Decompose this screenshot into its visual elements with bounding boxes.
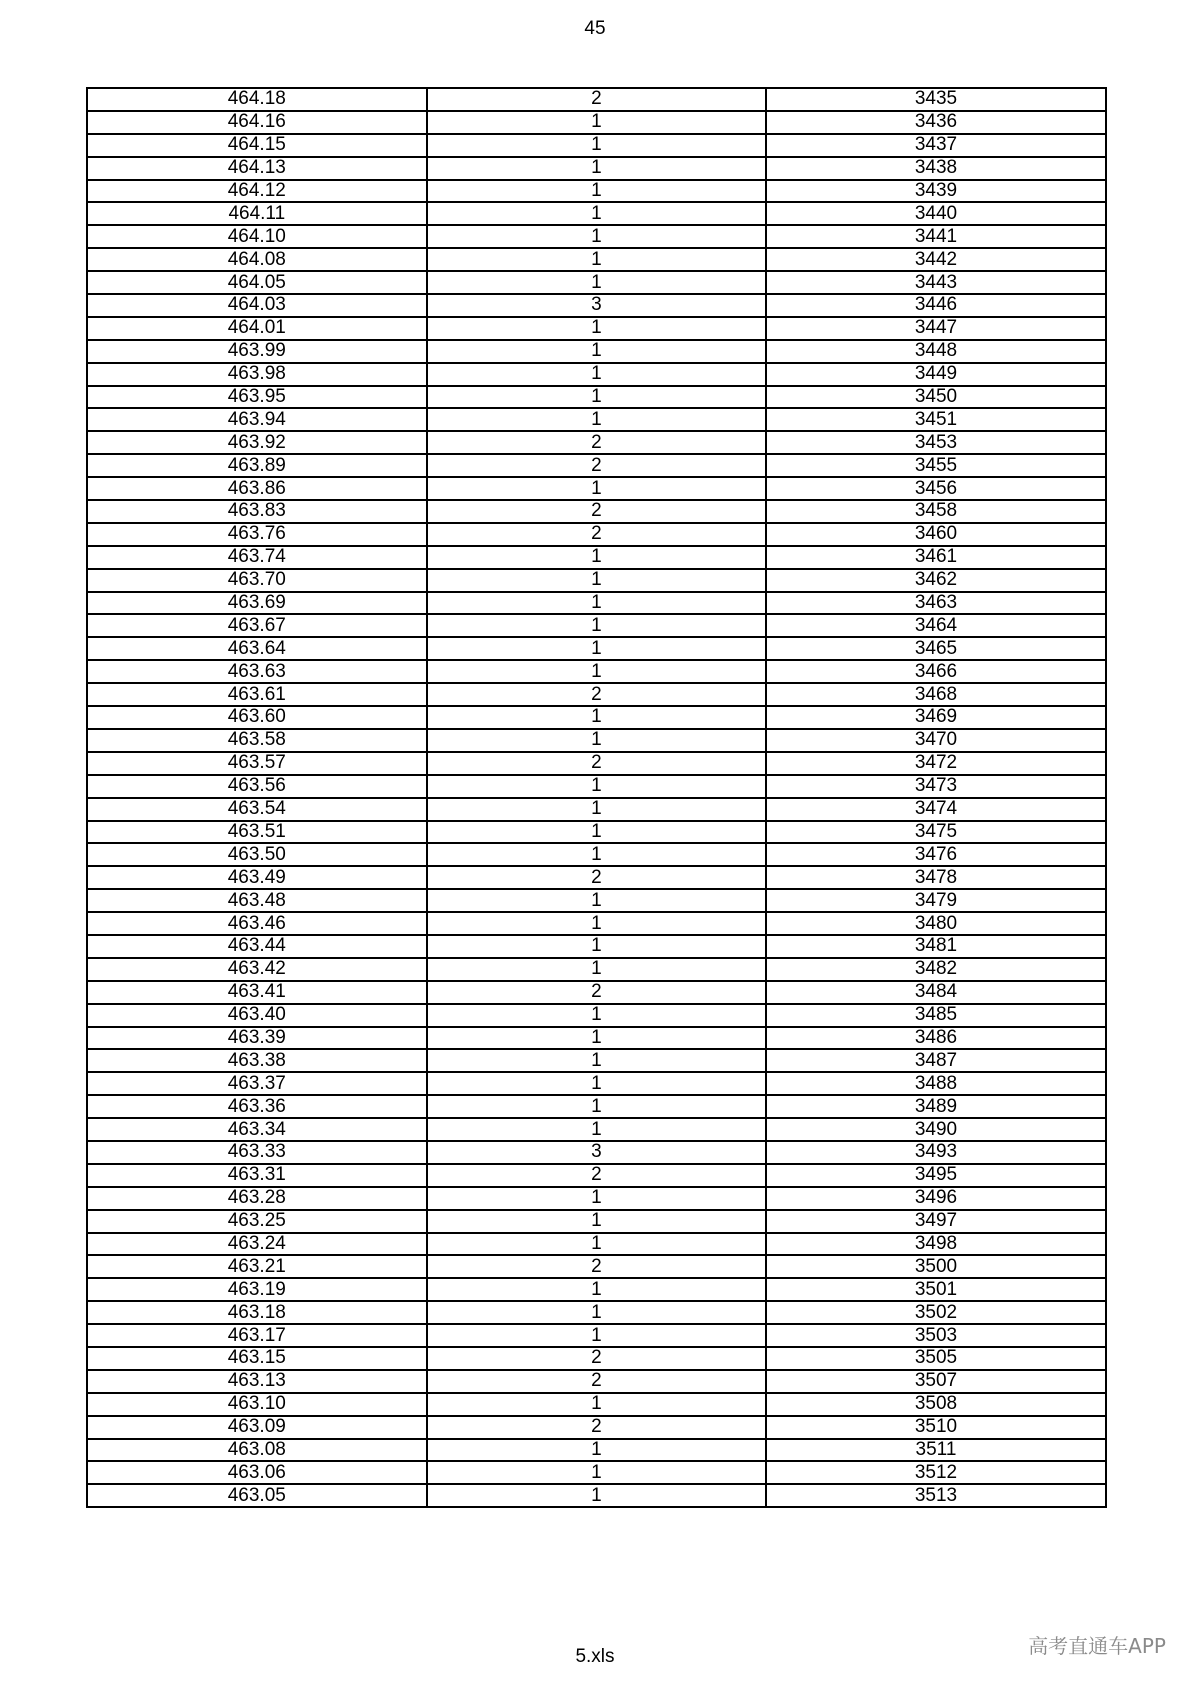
- table-row: [87, 1370, 1106, 1393]
- count-cell: 1: [427, 729, 767, 752]
- score-cell: 463.56: [87, 775, 427, 798]
- count-cell: 1: [427, 248, 767, 271]
- table-row: [87, 1141, 1106, 1164]
- cumulative-cell: 3487: [766, 1049, 1106, 1072]
- count-cell: 1: [427, 317, 767, 340]
- score-cell: 463.95: [87, 386, 427, 409]
- count-cell: 1: [427, 912, 767, 935]
- table-row: [87, 1439, 1106, 1462]
- count-cell: 1: [427, 1439, 767, 1462]
- count-cell: 1: [427, 1278, 767, 1301]
- cumulative-cell: 3497: [766, 1210, 1106, 1233]
- cumulative-cell: 3438: [766, 157, 1106, 180]
- count-cell: 1: [427, 935, 767, 958]
- cumulative-cell: 3446: [766, 294, 1106, 317]
- score-cell: 464.10: [87, 225, 427, 248]
- table-row: [87, 798, 1106, 821]
- cumulative-cell: 3476: [766, 843, 1106, 866]
- cumulative-cell: 3500: [766, 1255, 1106, 1278]
- score-cell: 463.34: [87, 1118, 427, 1141]
- count-cell: 1: [427, 569, 767, 592]
- score-cell: 463.49: [87, 866, 427, 889]
- score-table: [86, 87, 1107, 1508]
- table-row: [87, 157, 1106, 180]
- table-row: [87, 981, 1106, 1004]
- table-row: [87, 821, 1106, 844]
- count-cell: 1: [427, 1118, 767, 1141]
- table-row: [87, 1095, 1106, 1118]
- cumulative-cell: 3443: [766, 271, 1106, 294]
- score-cell: 463.10: [87, 1393, 427, 1416]
- score-cell: 463.33: [87, 1141, 427, 1164]
- cumulative-cell: 3448: [766, 340, 1106, 363]
- cumulative-cell: 3436: [766, 111, 1106, 134]
- table-body: [87, 88, 1106, 1507]
- cumulative-cell: 3505: [766, 1347, 1106, 1370]
- score-cell: 463.06: [87, 1461, 427, 1484]
- score-cell: 464.01: [87, 317, 427, 340]
- table-row: [87, 729, 1106, 752]
- count-cell: 2: [427, 431, 767, 454]
- score-cell: 463.05: [87, 1484, 427, 1507]
- score-cell: 463.64: [87, 637, 427, 660]
- table-row: [87, 408, 1106, 431]
- cumulative-cell: 3507: [766, 1370, 1106, 1393]
- cumulative-cell: 3512: [766, 1461, 1106, 1484]
- count-cell: 1: [427, 958, 767, 981]
- table-row: [87, 1301, 1106, 1324]
- score-cell: 463.44: [87, 935, 427, 958]
- count-cell: 1: [427, 660, 767, 683]
- score-cell: 463.25: [87, 1210, 427, 1233]
- count-cell: 2: [427, 523, 767, 546]
- count-cell: 2: [427, 1347, 767, 1370]
- cumulative-cell: 3469: [766, 706, 1106, 729]
- count-cell: 1: [427, 614, 767, 637]
- score-cell: 463.74: [87, 546, 427, 569]
- cumulative-cell: 3458: [766, 500, 1106, 523]
- table-row: [87, 1416, 1106, 1439]
- cumulative-cell: 3451: [766, 408, 1106, 431]
- cumulative-cell: 3478: [766, 866, 1106, 889]
- cumulative-cell: 3495: [766, 1164, 1106, 1187]
- cumulative-cell: 3511: [766, 1439, 1106, 1462]
- cumulative-cell: 3468: [766, 683, 1106, 706]
- cumulative-cell: 3440: [766, 202, 1106, 225]
- table-row: [87, 134, 1106, 157]
- count-cell: 1: [427, 843, 767, 866]
- table-row: [87, 1324, 1106, 1347]
- count-cell: 1: [427, 889, 767, 912]
- score-cell: 463.38: [87, 1049, 427, 1072]
- count-cell: 1: [427, 363, 767, 386]
- table-row: [87, 1461, 1106, 1484]
- table-row: [87, 1255, 1106, 1278]
- cumulative-cell: 3498: [766, 1233, 1106, 1256]
- table-row: [87, 843, 1106, 866]
- table-row: [87, 431, 1106, 454]
- score-cell: 463.51: [87, 821, 427, 844]
- count-cell: 1: [427, 1072, 767, 1095]
- count-cell: 2: [427, 1164, 767, 1187]
- count-cell: 2: [427, 500, 767, 523]
- cumulative-cell: 3439: [766, 180, 1106, 203]
- footer-filename: 5.xls: [575, 1646, 615, 1667]
- score-cell: 464.11: [87, 202, 427, 225]
- count-cell: 1: [427, 775, 767, 798]
- cumulative-cell: 3479: [766, 889, 1106, 912]
- count-cell: 2: [427, 683, 767, 706]
- table-row: [87, 454, 1106, 477]
- table-row: [87, 660, 1106, 683]
- table-row: [87, 889, 1106, 912]
- cumulative-cell: 3493: [766, 1141, 1106, 1164]
- score-cell: 463.70: [87, 569, 427, 592]
- count-cell: 1: [427, 798, 767, 821]
- cumulative-cell: 3464: [766, 614, 1106, 637]
- cumulative-cell: 3475: [766, 821, 1106, 844]
- table-row: [87, 225, 1106, 248]
- score-cell: 463.15: [87, 1347, 427, 1370]
- page-number: 45: [584, 18, 606, 39]
- score-cell: 463.83: [87, 500, 427, 523]
- count-cell: 1: [427, 408, 767, 431]
- cumulative-cell: 3460: [766, 523, 1106, 546]
- score-cell: 463.67: [87, 614, 427, 637]
- count-cell: 1: [427, 180, 767, 203]
- score-cell: 463.89: [87, 454, 427, 477]
- count-cell: 1: [427, 637, 767, 660]
- count-cell: 1: [427, 157, 767, 180]
- table-row: [87, 1164, 1106, 1187]
- table-row: [87, 271, 1106, 294]
- table-row: [87, 1118, 1106, 1141]
- count-cell: 1: [427, 592, 767, 615]
- count-cell: 2: [427, 1255, 767, 1278]
- count-cell: 1: [427, 111, 767, 134]
- table-row: [87, 706, 1106, 729]
- table-row: [87, 1187, 1106, 1210]
- cumulative-cell: 3484: [766, 981, 1106, 1004]
- score-cell: 464.12: [87, 180, 427, 203]
- table-row: [87, 500, 1106, 523]
- count-cell: 1: [427, 1049, 767, 1072]
- cumulative-cell: 3463: [766, 592, 1106, 615]
- score-cell: 463.48: [87, 889, 427, 912]
- table-row: [87, 1049, 1106, 1072]
- table-row: [87, 1027, 1106, 1050]
- score-cell: 463.69: [87, 592, 427, 615]
- cumulative-cell: 3453: [766, 431, 1106, 454]
- table-row: [87, 1233, 1106, 1256]
- score-cell: 463.31: [87, 1164, 427, 1187]
- table-row: [87, 683, 1106, 706]
- score-cell: 463.60: [87, 706, 427, 729]
- score-cell: 464.08: [87, 248, 427, 271]
- table-row: [87, 592, 1106, 615]
- count-cell: 1: [427, 386, 767, 409]
- cumulative-cell: 3485: [766, 1004, 1106, 1027]
- score-cell: 463.98: [87, 363, 427, 386]
- cumulative-cell: 3447: [766, 317, 1106, 340]
- table-row: [87, 752, 1106, 775]
- table-row: [87, 935, 1106, 958]
- score-cell: 463.18: [87, 1301, 427, 1324]
- score-cell: 463.54: [87, 798, 427, 821]
- count-cell: 3: [427, 294, 767, 317]
- count-cell: 1: [427, 1461, 767, 1484]
- score-cell: 463.17: [87, 1324, 427, 1347]
- count-cell: 1: [427, 477, 767, 500]
- table-row: [87, 202, 1106, 225]
- score-cell: 463.13: [87, 1370, 427, 1393]
- cumulative-cell: 3449: [766, 363, 1106, 386]
- score-cell: 464.16: [87, 111, 427, 134]
- count-cell: 1: [427, 1027, 767, 1050]
- score-cell: 463.37: [87, 1072, 427, 1095]
- table-row: [87, 248, 1106, 271]
- score-cell: 463.24: [87, 1233, 427, 1256]
- score-cell: 463.99: [87, 340, 427, 363]
- table-row: [87, 912, 1106, 935]
- table-row: [87, 866, 1106, 889]
- table-row: [87, 363, 1106, 386]
- score-cell: 464.05: [87, 271, 427, 294]
- score-cell: 463.92: [87, 431, 427, 454]
- count-cell: 1: [427, 1484, 767, 1507]
- cumulative-cell: 3490: [766, 1118, 1106, 1141]
- table-row: [87, 614, 1106, 637]
- count-cell: 1: [427, 1324, 767, 1347]
- score-cell: 463.76: [87, 523, 427, 546]
- table-row: [87, 386, 1106, 409]
- cumulative-cell: 3513: [766, 1484, 1106, 1507]
- score-cell: 463.63: [87, 660, 427, 683]
- count-cell: 2: [427, 866, 767, 889]
- count-cell: 1: [427, 1393, 767, 1416]
- cumulative-cell: 3472: [766, 752, 1106, 775]
- table-row: [87, 180, 1106, 203]
- score-cell: 463.21: [87, 1255, 427, 1278]
- score-cell: 463.46: [87, 912, 427, 935]
- table-row: [87, 1278, 1106, 1301]
- count-cell: 1: [427, 706, 767, 729]
- cumulative-cell: 3462: [766, 569, 1106, 592]
- cumulative-cell: 3496: [766, 1187, 1106, 1210]
- table-row: [87, 1072, 1106, 1095]
- cumulative-cell: 3461: [766, 546, 1106, 569]
- score-cell: 463.08: [87, 1439, 427, 1462]
- score-cell: 463.50: [87, 843, 427, 866]
- score-cell: 464.18: [87, 88, 427, 111]
- count-cell: 2: [427, 1370, 767, 1393]
- score-cell: 463.58: [87, 729, 427, 752]
- cumulative-cell: 3473: [766, 775, 1106, 798]
- score-cell: 463.40: [87, 1004, 427, 1027]
- score-cell: 463.19: [87, 1278, 427, 1301]
- cumulative-cell: 3486: [766, 1027, 1106, 1050]
- count-cell: 2: [427, 1416, 767, 1439]
- count-cell: 1: [427, 1095, 767, 1118]
- count-cell: 1: [427, 1233, 767, 1256]
- score-cell: 463.86: [87, 477, 427, 500]
- cumulative-cell: 3450: [766, 386, 1106, 409]
- table-row: [87, 317, 1106, 340]
- table-row: [87, 88, 1106, 111]
- cumulative-cell: 3481: [766, 935, 1106, 958]
- score-cell: 463.36: [87, 1095, 427, 1118]
- table-row: [87, 958, 1106, 981]
- score-cell: 463.28: [87, 1187, 427, 1210]
- watermark: 高考直通车APP: [1028, 1634, 1166, 1658]
- cumulative-cell: 3441: [766, 225, 1106, 248]
- cumulative-cell: 3503: [766, 1324, 1106, 1347]
- score-cell: 463.09: [87, 1416, 427, 1439]
- table-row: [87, 1484, 1106, 1507]
- cumulative-cell: 3465: [766, 637, 1106, 660]
- table-row: [87, 1004, 1106, 1027]
- count-cell: 2: [427, 454, 767, 477]
- cumulative-cell: 3510: [766, 1416, 1106, 1439]
- count-cell: 3: [427, 1141, 767, 1164]
- count-cell: 2: [427, 88, 767, 111]
- table-row: [87, 340, 1106, 363]
- table-row: [87, 1347, 1106, 1370]
- cumulative-cell: 3455: [766, 454, 1106, 477]
- cumulative-cell: 3501: [766, 1278, 1106, 1301]
- count-cell: 2: [427, 752, 767, 775]
- score-cell: 463.57: [87, 752, 427, 775]
- cumulative-cell: 3502: [766, 1301, 1106, 1324]
- score-cell: 464.15: [87, 134, 427, 157]
- cumulative-cell: 3489: [766, 1095, 1106, 1118]
- count-cell: 1: [427, 1301, 767, 1324]
- score-cell: 463.41: [87, 981, 427, 1004]
- score-cell: 463.42: [87, 958, 427, 981]
- table-row: [87, 637, 1106, 660]
- table-row: [87, 1393, 1106, 1416]
- table-row: [87, 569, 1106, 592]
- table-row: [87, 775, 1106, 798]
- count-cell: 1: [427, 340, 767, 363]
- count-cell: 1: [427, 271, 767, 294]
- table-row: [87, 1210, 1106, 1233]
- table-row: [87, 546, 1106, 569]
- cumulative-cell: 3442: [766, 248, 1106, 271]
- score-cell: 464.03: [87, 294, 427, 317]
- count-cell: 1: [427, 1187, 767, 1210]
- count-cell: 1: [427, 1210, 767, 1233]
- cumulative-cell: 3466: [766, 660, 1106, 683]
- count-cell: 1: [427, 1004, 767, 1027]
- cumulative-cell: 3508: [766, 1393, 1106, 1416]
- cumulative-cell: 3456: [766, 477, 1106, 500]
- cumulative-cell: 3480: [766, 912, 1106, 935]
- cumulative-cell: 3488: [766, 1072, 1106, 1095]
- score-cell: 464.13: [87, 157, 427, 180]
- score-cell: 463.94: [87, 408, 427, 431]
- count-cell: 1: [427, 225, 767, 248]
- cumulative-cell: 3470: [766, 729, 1106, 752]
- cumulative-cell: 3435: [766, 88, 1106, 111]
- table-row: [87, 111, 1106, 134]
- score-cell: 463.61: [87, 683, 427, 706]
- cumulative-cell: 3482: [766, 958, 1106, 981]
- table-row: [87, 294, 1106, 317]
- count-cell: 2: [427, 981, 767, 1004]
- table-row: [87, 523, 1106, 546]
- cumulative-cell: 3474: [766, 798, 1106, 821]
- count-cell: 1: [427, 134, 767, 157]
- count-cell: 1: [427, 202, 767, 225]
- cumulative-cell: 3437: [766, 134, 1106, 157]
- count-cell: 1: [427, 821, 767, 844]
- table-row: [87, 477, 1106, 500]
- score-cell: 463.39: [87, 1027, 427, 1050]
- count-cell: 1: [427, 546, 767, 569]
